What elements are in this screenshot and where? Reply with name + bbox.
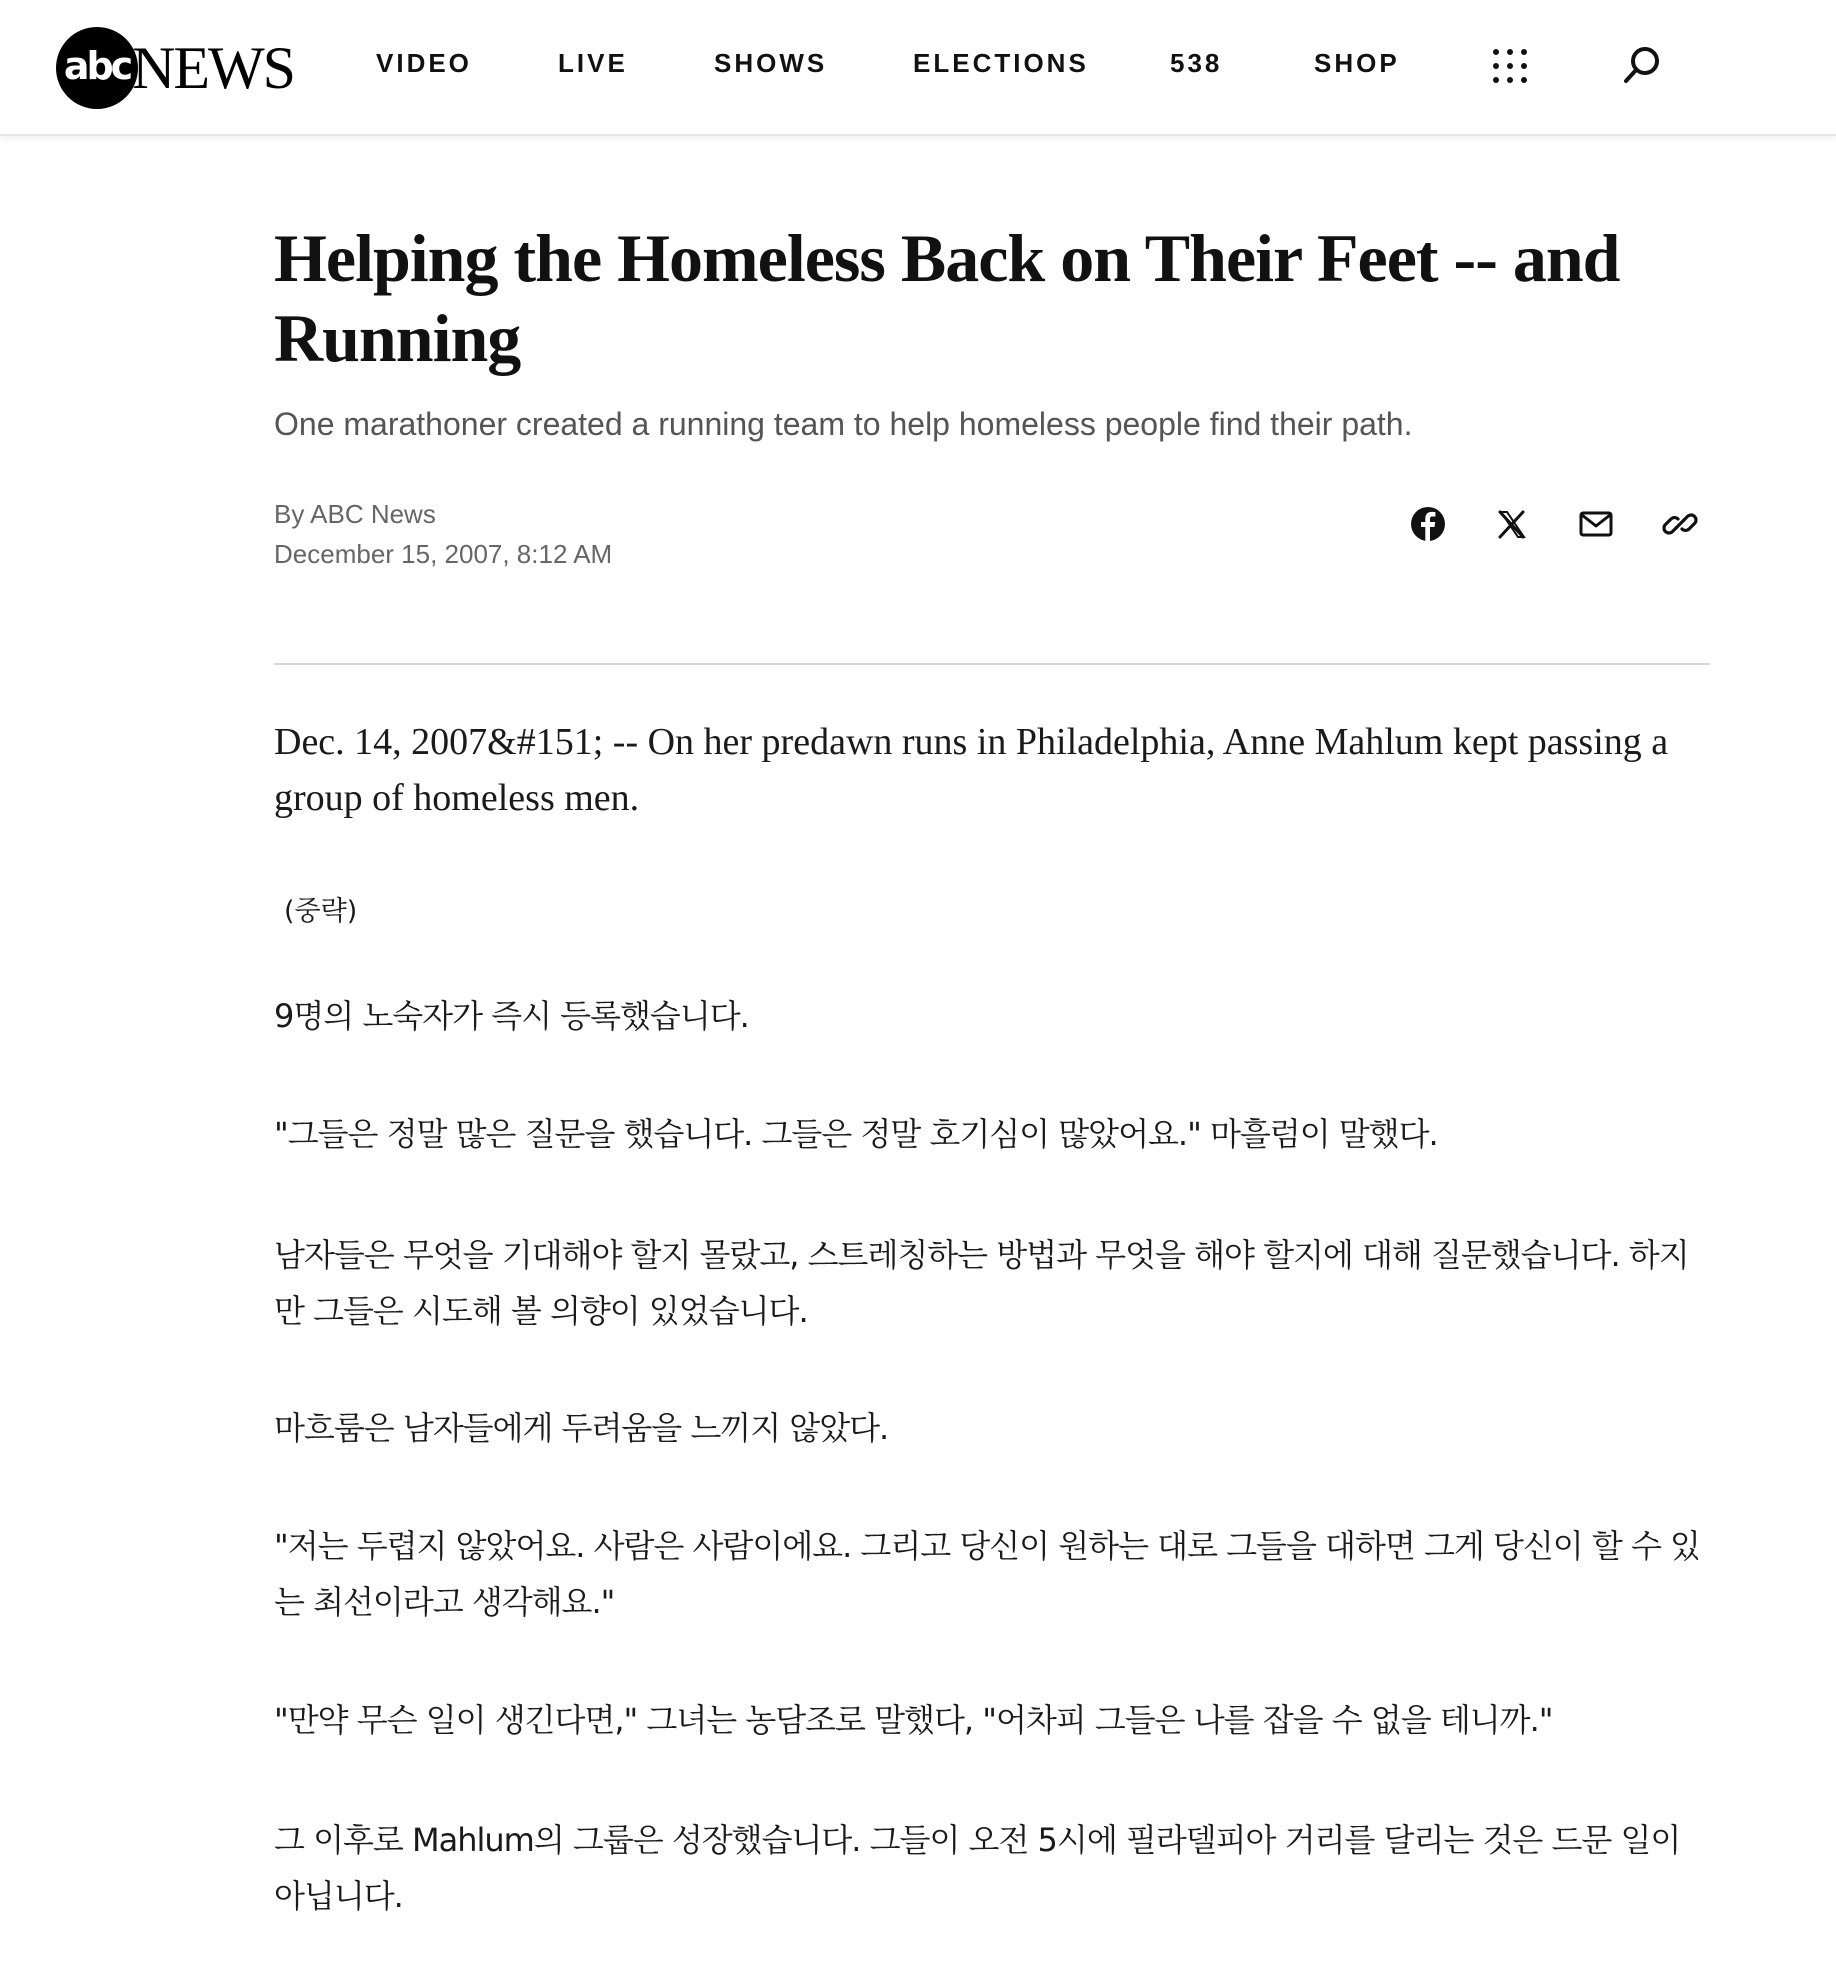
publish-date: December 15, 2007, 8:12 AM [274, 539, 613, 569]
article-paragraph-6: "저는 두렵지 않았어요. 사람은 사람이에요. 그리고 당신이 원하는 대로 그들을 대하면 그게 당신이 할 수 있는 최선이라고 생각해요." [274, 1527, 1700, 1621]
abc-news-logo[interactable] [56, 27, 294, 109]
logo-abc-text: abc [63, 44, 131, 88]
article-paragraph-1: Dec. 14, 2007&#151; -- On her predawn runs in Philadelphia, Anne Mahlum kept passing a group of homeless men. [274, 721, 1669, 819]
article-omission-note: (중략) [284, 896, 358, 927]
byline [274, 494, 612, 574]
x-icon[interactable] [1492, 504, 1532, 544]
article-headline: Helping the Homeless Back on Their Feet -- and Running [274, 220, 1620, 376]
article-divider [274, 663, 1710, 665]
logo-news-text: NEWS [132, 35, 294, 101]
facebook-icon[interactable] [1408, 504, 1448, 544]
apps-grid-icon[interactable] [1492, 48, 1528, 84]
article-paragraph-5: 마흐룸은 남자들에게 두려움을 느끼지 않았다. [274, 1409, 889, 1447]
link-icon[interactable] [1660, 504, 1700, 544]
article-paragraph-2: 9명의 노숙자가 즉시 등록했습니다. [274, 997, 749, 1035]
mail-icon[interactable] [1576, 504, 1616, 544]
article-paragraph-7: "만약 무슨 일이 생긴다면," 그녀는 농담조로 말했다, "어차피 그들은 나를 잡을 수 없을 테니까." [274, 1701, 1553, 1739]
nav-538[interactable]: 538 [1170, 48, 1223, 78]
nav-video[interactable]: VIDEO [376, 48, 472, 78]
nav-shop[interactable]: SHOP [1314, 48, 1400, 78]
top-navigation-bar [0, 0, 1836, 136]
article-paragraph-8: 그 이후로 Mahlum의 그룹은 성장했습니다. 그들이 오전 5시에 필라델피아 거리를 달리는 것은 드문 일이 아닙니다. [274, 1821, 1681, 1915]
nav-live[interactable]: LIVE [558, 48, 628, 78]
author[interactable]: By ABC News [274, 499, 436, 529]
article-subhead: One marathoner created a running team to help homeless people find their path. [274, 406, 1413, 442]
article-paragraph-4: 남자들은 무엇을 기대해야 할지 몰랐고, 스트레칭하는 방법과 무엇을 해야 할지에 대해 질문했습니다. 하지만 그들은 시도해 볼 의향이 있었습니다. [274, 1236, 1689, 1330]
search-icon[interactable] [1622, 45, 1662, 85]
abc-logo-circle [56, 27, 138, 109]
article-paragraph-3: "그들은 정말 많은 질문을 했습니다. 그들은 정말 호기심이 많았어요." 마흘럼이 말했다. [274, 1115, 1438, 1153]
nav-shows[interactable]: SHOWS [714, 48, 828, 78]
nav-elections[interactable]: ELECTIONS [913, 48, 1089, 78]
